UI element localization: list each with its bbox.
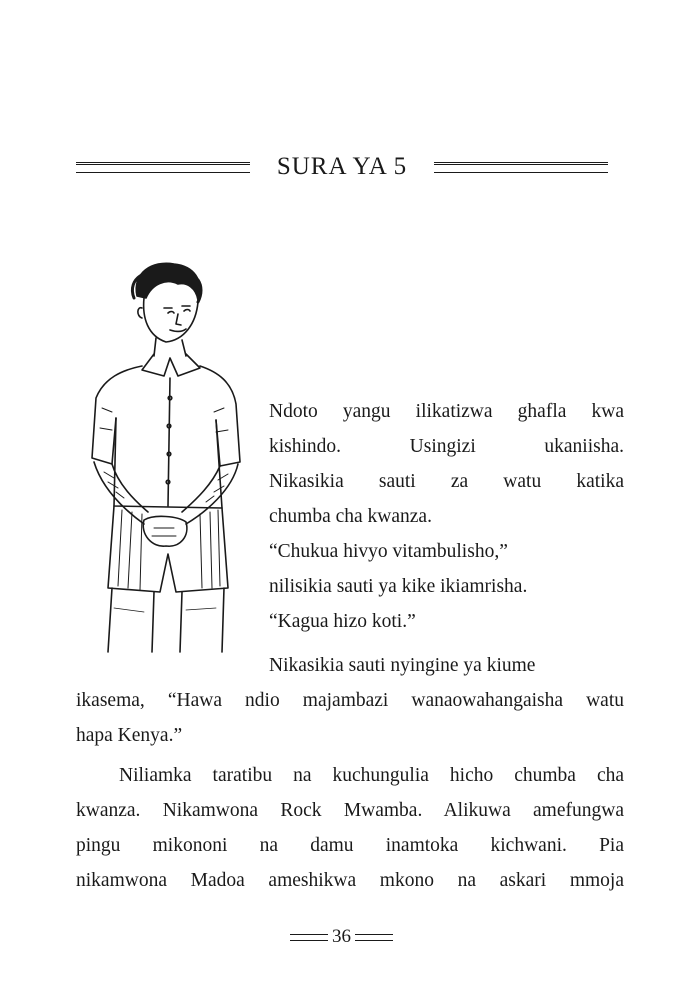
text-line: Nikasikia sauti nyingine ya kiume	[269, 655, 536, 676]
footer-right-rule	[355, 934, 393, 941]
text-full-width	[76, 648, 624, 898]
text-line: hapa Kenya.”	[76, 725, 183, 746]
text-line: pingu mikononi na damu inamtoka kichwani. Pia	[76, 835, 624, 856]
chapter-header	[76, 150, 608, 184]
left-double-rule	[76, 162, 250, 173]
page-number: 36	[332, 926, 351, 947]
text-line: “Chukua hivyo vitambulisho,”	[269, 541, 508, 562]
text-line: Ndoto yangu ilikatizwa ghafla kwa	[269, 401, 624, 422]
text-line: Nikasikia sauti za watu katika	[269, 471, 624, 492]
text-line: ikasema, “Hawa ndio majambazi wanaowahangaisha watu	[76, 690, 624, 711]
chapter-title: SURA YA 5	[276, 153, 408, 180]
text-line: “Kagua hizo koti.”	[269, 611, 416, 632]
footer-left-rule	[290, 934, 328, 941]
page-footer	[0, 926, 683, 948]
text-line: nikamwona Madoa ameshikwa mkono na askari mmoja	[76, 870, 624, 891]
text-line: kwanza. Nikamwona Rock Mwamba. Alikuwa amefungwa	[76, 800, 624, 821]
right-double-rule	[434, 162, 608, 173]
text-line: kishindo. Usingizi ukaniisha.	[269, 436, 624, 457]
text-line: Niliamka taratibu na kuchungulia hicho chumba cha	[119, 765, 624, 786]
boy-illustration	[82, 258, 252, 658]
text-line: nilisikia sauti ya kike ikiamrisha.	[269, 576, 528, 597]
text-line: chumba cha kwanza.	[269, 506, 432, 527]
text-column-beside-illustration	[269, 394, 624, 639]
